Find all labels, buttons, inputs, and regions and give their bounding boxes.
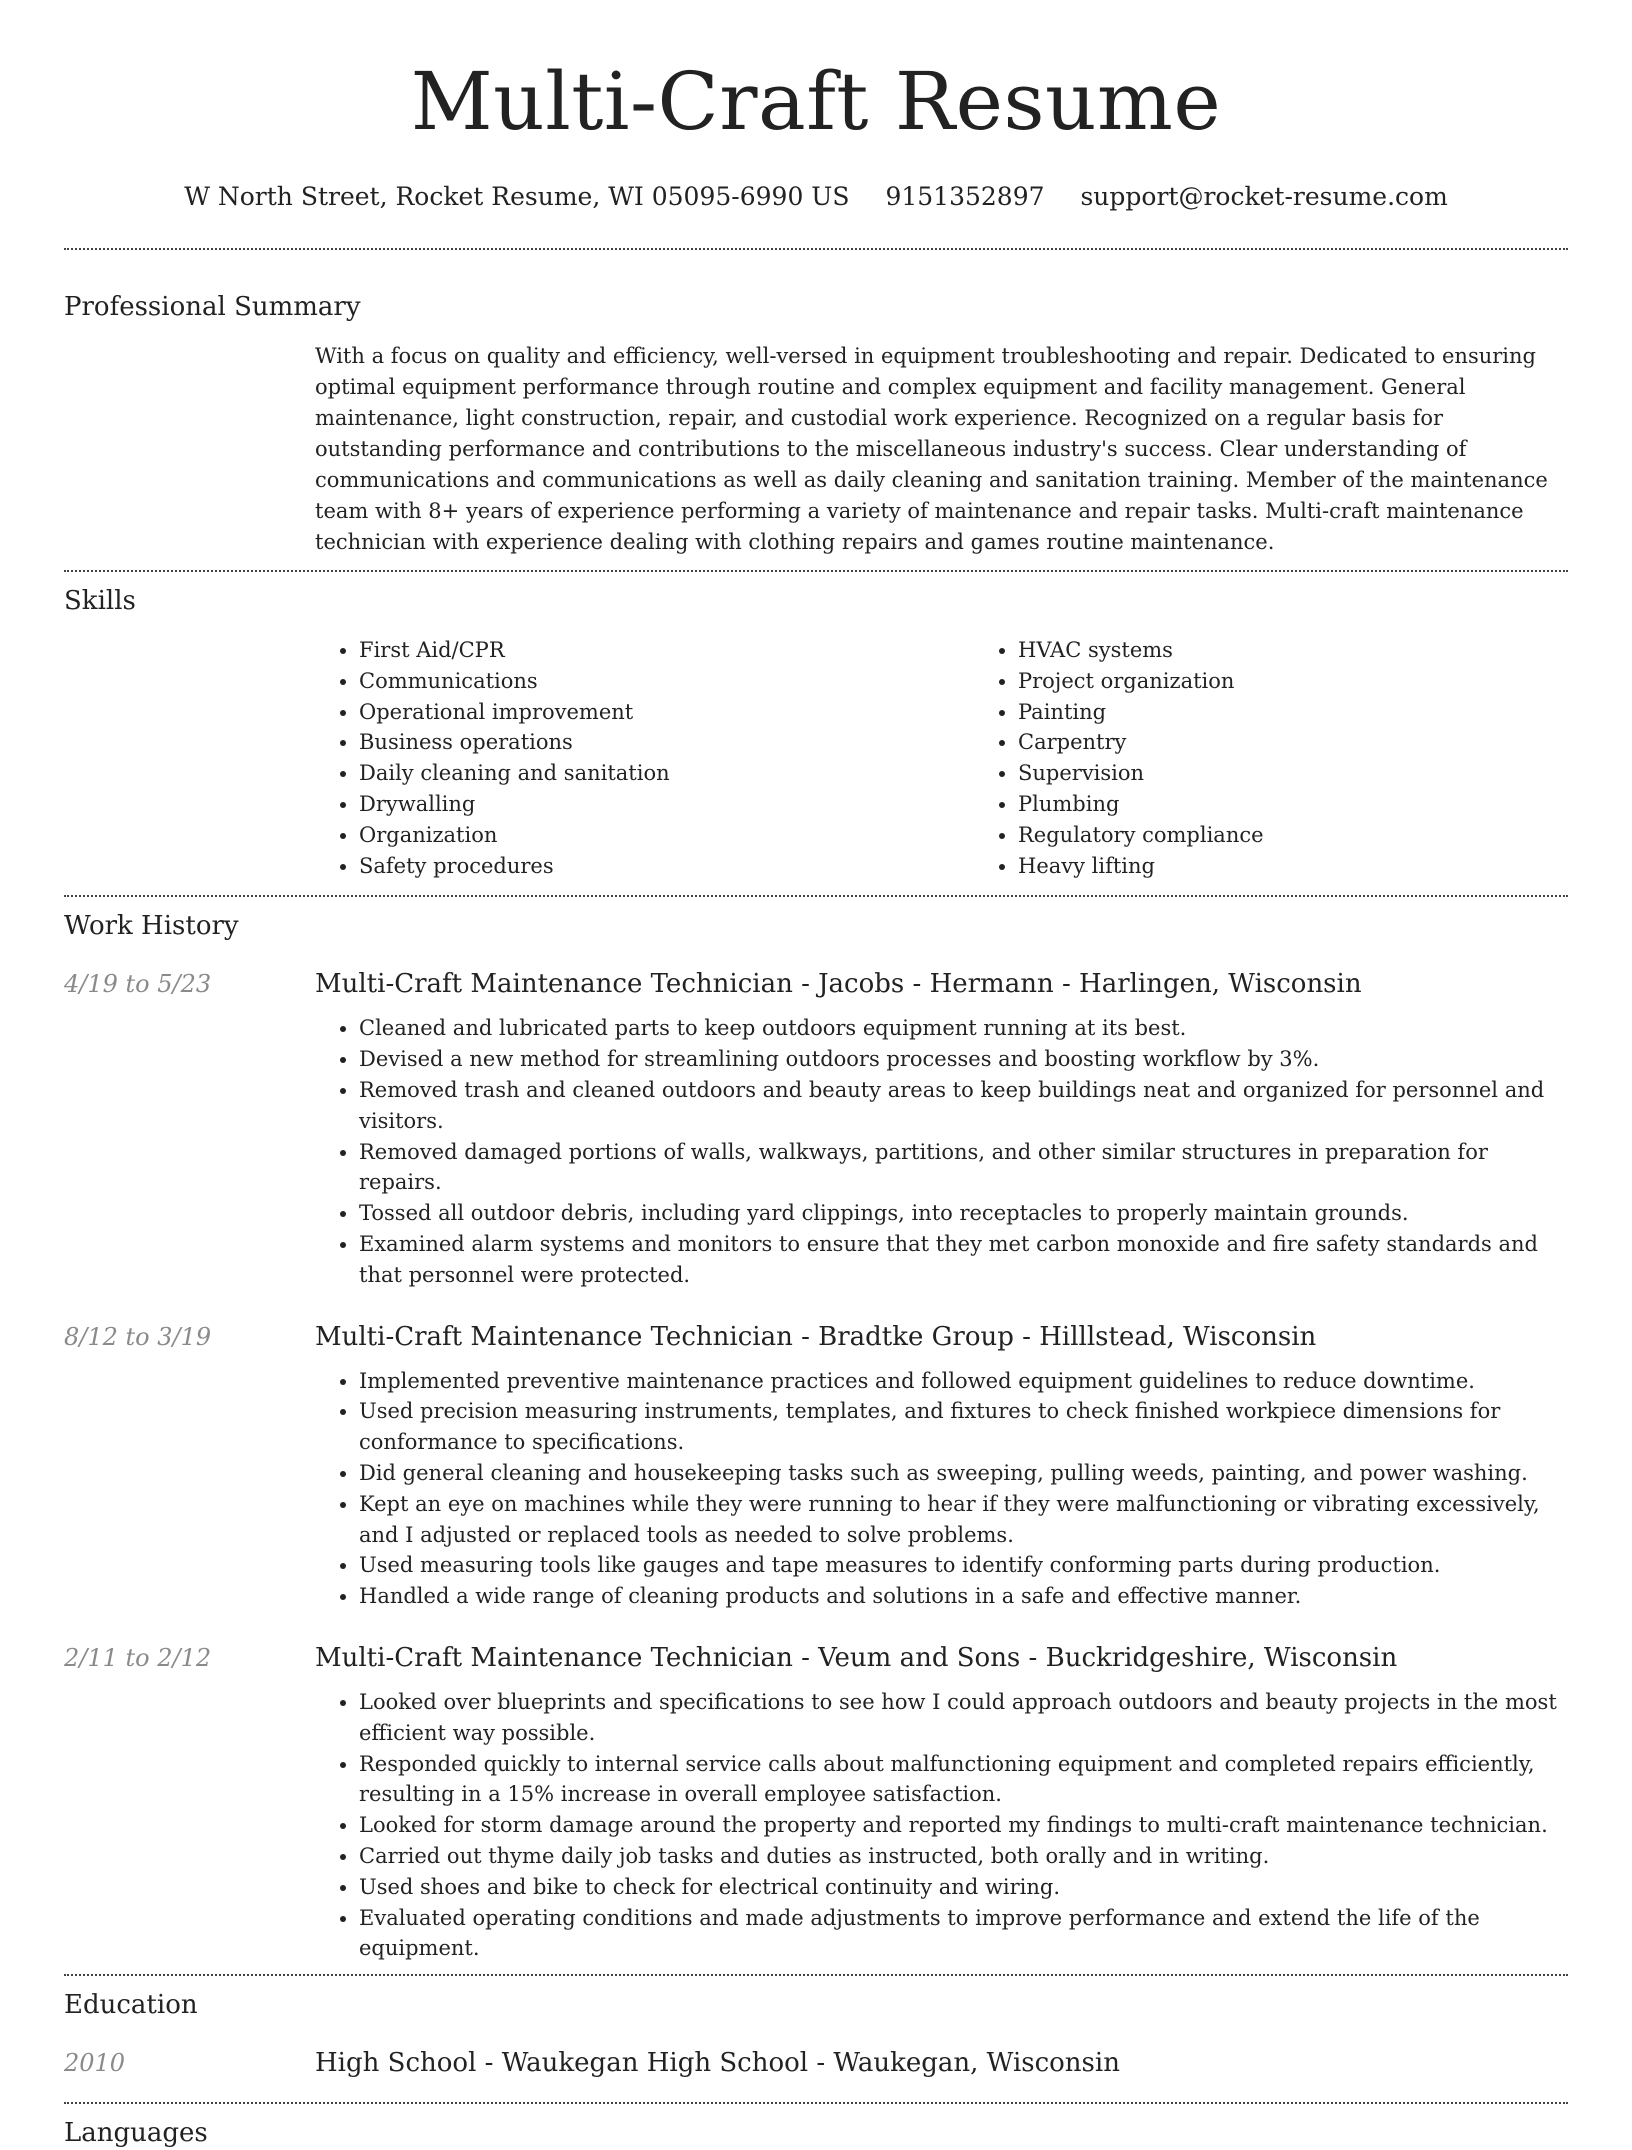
skill-item: • HVAC systems <box>1018 635 1632 666</box>
skill-item: • Drywalling <box>359 789 974 820</box>
divider <box>64 895 1568 897</box>
job-heading: Multi-Craft Maintenance Technician - Veum and Sons - Buckridgeshire, Wisconsin <box>315 1642 1398 1673</box>
skill-item: • Heavy lifting <box>1018 851 1632 882</box>
skill-item: • First Aid/CPR <box>359 635 974 666</box>
summary-text: With a focus on quality and efficiency, well-versed in equipment troubleshooting and repair. Dedicated to ensuring optimal equipment performance through routine and complex equipment and facility management. General maintenance, light construction, repair, and custodial work experience. Recognized on a regular basis for outstanding performance and contributions to the miscellaneous industry's success. Clear understanding of communications and communications as well as daily cleaning and sanitation training. Member of the maintenance team with 8+ years of experience performing a variety of maintenance and repair tasks. Multi-craft maintenance technician with experience dealing with clothing repairs and games routine maintenance. <box>315 344 1548 554</box>
skill-item: • Daily cleaning and sanitation <box>359 758 974 789</box>
job-bullets <box>315 1366 1568 1612</box>
contact-address: W North Street, Rocket Resume, WI 05095-6990 US <box>184 182 850 211</box>
education-entry <box>64 2046 1568 2080</box>
skill-item: • Communications <box>359 666 974 697</box>
skill-item: • Carpentry <box>1018 727 1632 758</box>
skills-list-left <box>315 635 974 881</box>
contact-line <box>64 180 1568 214</box>
job-bullet: • Devised a new method for streamlining outdoors processes and boosting workflow by 3%. <box>359 1044 1568 1075</box>
job-bullet: • Looked for storm damage around the property and reported my findings to multi-craft maintenance technician. <box>359 1810 1568 1841</box>
job-bullet: • Examined alarm systems and monitors to ensure that they met carbon monoxide and fire safety standards and that personnel were protected. <box>359 1229 1568 1291</box>
divider <box>64 1974 1568 1976</box>
section-title-education: Education <box>64 1990 198 2021</box>
job-bullet: • Evaluated operating conditions and made adjustments to improve performance and extend the life of the equipment. <box>359 1903 1568 1965</box>
job-dates: 8/12 to 3/19 <box>64 1322 212 1351</box>
job-bullets-row <box>64 1366 1568 1612</box>
job-bullets-row <box>64 1687 1568 1964</box>
job-bullet: • Looked over blueprints and specifications to see how I could approach outdoors and beauty projects in the most efficient way possible. <box>359 1687 1568 1749</box>
education-year: 2010 <box>64 2049 126 2078</box>
job-bullets-row <box>64 1013 1568 1290</box>
job-entry <box>64 1320 1568 1354</box>
summary-row <box>64 341 1568 558</box>
contact-phone: 9151352897 <box>885 182 1045 211</box>
job-bullet: • Removed damaged portions of walls, walkways, partitions, and other similar structures in preparation for repairs. <box>359 1137 1568 1199</box>
job-bullets <box>315 1013 1568 1290</box>
section-title-skills: Skills <box>64 586 136 616</box>
skill-item: • Organization <box>359 820 974 851</box>
skill-item: • Safety procedures <box>359 851 974 882</box>
job-bullet: • Carried out thyme daily job tasks and duties as instructed, both orally and in writing. <box>359 1841 1568 1872</box>
job-dates: 4/19 to 5/23 <box>64 970 212 999</box>
job-bullets <box>315 1687 1568 1964</box>
divider <box>64 570 1568 572</box>
section-title-summary: Professional Summary <box>64 292 361 322</box>
contact-email: support@rocket-resume.com <box>1080 182 1448 211</box>
job-entry <box>64 1641 1568 1675</box>
skills-row <box>64 635 1568 881</box>
job-bullet: • Used shoes and bike to check for electrical continuity and wiring. <box>359 1872 1568 1903</box>
job-bullet: • Cleaned and lubricated parts to keep outdoors equipment running at its best. <box>359 1013 1568 1044</box>
divider <box>64 2102 1568 2104</box>
skill-item: • Project organization <box>1018 666 1632 697</box>
skill-item: • Painting <box>1018 697 1632 728</box>
skills-list-right <box>974 635 1632 881</box>
resume-name: Multi-Craft Resume <box>410 55 1222 148</box>
job-bullet: • Used precision measuring instruments, templates, and fixtures to check finished workpiece dimensions for conformance to specifications. <box>359 1396 1568 1458</box>
section-title-work: Work History <box>64 911 239 942</box>
job-heading: Multi-Craft Maintenance Technician - Jacobs - Hermann - Harlingen, Wisconsin <box>315 969 1362 1000</box>
job-bullet: • Did general cleaning and housekeeping tasks such as sweeping, pulling weeds, painting, and power washing. <box>359 1458 1568 1489</box>
job-bullet: • Responded quickly to internal service calls about malfunctioning equipment and completed repairs efficiently, resulting in a 15% increase in overall employee satisfaction. <box>359 1749 1568 1811</box>
job-bullet: • Implemented preventive maintenance practices and followed equipment guidelines to reduce downtime. <box>359 1366 1568 1397</box>
job-heading: Multi-Craft Maintenance Technician - Bradtke Group - Hilllstead, Wisconsin <box>315 1321 1317 1352</box>
divider <box>64 248 1568 250</box>
skill-item: • Supervision <box>1018 758 1632 789</box>
skill-item: • Regulatory compliance <box>1018 820 1632 851</box>
job-entry <box>64 967 1568 1001</box>
job-dates: 2/11 to 2/12 <box>64 1643 212 1672</box>
skill-item: • Business operations <box>359 727 974 758</box>
job-bullet: • Handled a wide range of cleaning products and solutions in a safe and effective manner. <box>359 1581 1568 1612</box>
job-bullet: • Removed trash and cleaned outdoors and beauty areas to keep buildings neat and organized for personnel and visitors. <box>359 1075 1568 1137</box>
education-heading: High School - Waukegan High School - Waukegan, Wisconsin <box>315 2048 1120 2079</box>
job-bullet: • Kept an eye on machines while they were running to hear if they were malfunctioning or vibrating excessively, and I adjusted or replaced tools as needed to solve problems. <box>359 1489 1568 1551</box>
skill-item: • Plumbing <box>1018 789 1632 820</box>
skill-item: • Operational improvement <box>359 697 974 728</box>
job-bullet: • Tossed all outdoor debris, including yard clippings, into receptacles to properly maintain grounds. <box>359 1198 1568 1229</box>
job-bullet: • Used measuring tools like gauges and tape measures to identify conforming parts during production. <box>359 1550 1568 1581</box>
section-title-languages: Languages <box>64 2118 208 2149</box>
